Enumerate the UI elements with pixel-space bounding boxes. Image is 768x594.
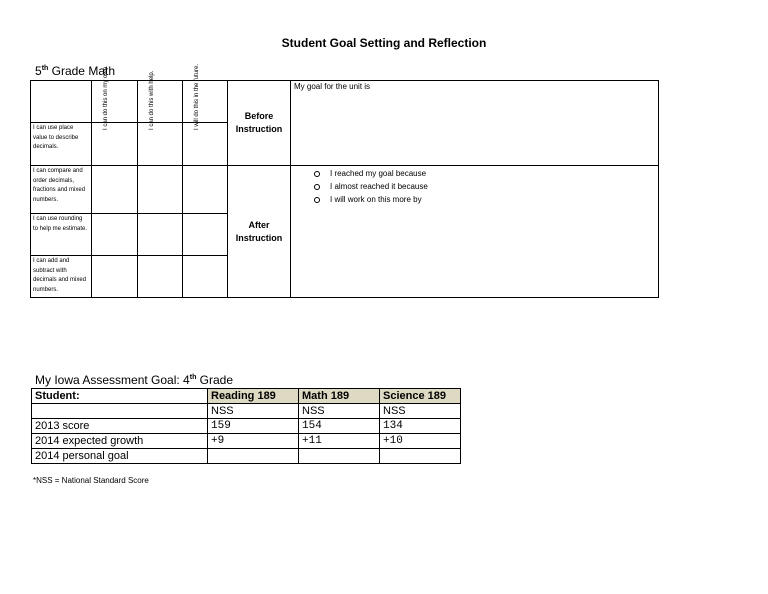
skill-place-value: I can use place value to describe decimals. xyxy=(33,125,79,150)
grid-line xyxy=(290,80,291,298)
reflection-item: I will work on this more by xyxy=(314,193,428,206)
table-cell: +10 xyxy=(380,434,461,449)
table-cell: NSS xyxy=(299,404,380,419)
table-cell: 134 xyxy=(380,419,461,434)
column-header-help: I can do this with help. xyxy=(149,70,155,130)
table-cell: NSS xyxy=(208,404,299,419)
grid-line xyxy=(182,80,183,298)
column-header-future: I will do this in the future. xyxy=(194,63,200,130)
column-header-own: I can do this on my own. xyxy=(103,65,109,130)
row-label: 2013 score xyxy=(32,419,208,434)
student-label: Student: xyxy=(32,389,208,404)
iowa-goal-table xyxy=(31,388,461,464)
after-instruction-label: After Instruction xyxy=(235,220,283,243)
row-label: 2014 expected growth xyxy=(32,434,208,449)
table-row xyxy=(32,419,461,434)
grid-line xyxy=(91,80,92,298)
table-row xyxy=(32,449,461,464)
circle-bullet-icon xyxy=(314,184,320,190)
iowa-heading: My Iowa Assessment Goal: 4th Grade xyxy=(35,373,234,387)
table-cell: 154 xyxy=(299,419,380,434)
table-cell xyxy=(32,404,208,419)
table-cell: +11 xyxy=(299,434,380,449)
before-instruction-label: Before Instruction xyxy=(235,111,283,134)
table-header-row xyxy=(32,389,461,404)
skill-rounding: I can use rounding to help me estimate. xyxy=(33,216,88,232)
reflection-item: I almost reached it because xyxy=(314,180,428,193)
table-row xyxy=(32,404,461,419)
table-cell: +9 xyxy=(208,434,299,449)
header-science: Science 189 xyxy=(380,389,461,404)
circle-bullet-icon xyxy=(314,197,320,203)
subject-name: Grade Math xyxy=(48,64,115,78)
row-label: 2014 personal goal xyxy=(32,449,208,464)
reflection-list xyxy=(314,167,428,206)
table-cell xyxy=(208,449,299,464)
table-row xyxy=(32,434,461,449)
header-math: Math 189 xyxy=(299,389,380,404)
reflection-item: I reached my goal because xyxy=(314,167,428,180)
grade-ordinal: th xyxy=(41,65,49,72)
table-cell: 159 xyxy=(208,419,299,434)
header-reading: Reading 189 xyxy=(208,389,299,404)
goal-prompt: My goal for the unit is xyxy=(294,82,371,91)
table-cell xyxy=(380,449,461,464)
grade-number: 5 xyxy=(35,64,42,78)
table-cell: NSS xyxy=(380,404,461,419)
page-title: Student Goal Setting and Reflection xyxy=(281,36,487,50)
grid-line xyxy=(137,80,138,298)
table-cell xyxy=(299,449,380,464)
grid-line xyxy=(30,165,659,166)
skill-add-subtract: I can add and subtract with decimals and mixed numbers. xyxy=(33,258,87,293)
circle-bullet-icon xyxy=(314,171,320,177)
skill-compare-order: I can compare and order decimals, fractions and mixed numbers. xyxy=(33,168,86,203)
footnote: *NSS = National Standard Score xyxy=(33,476,149,485)
